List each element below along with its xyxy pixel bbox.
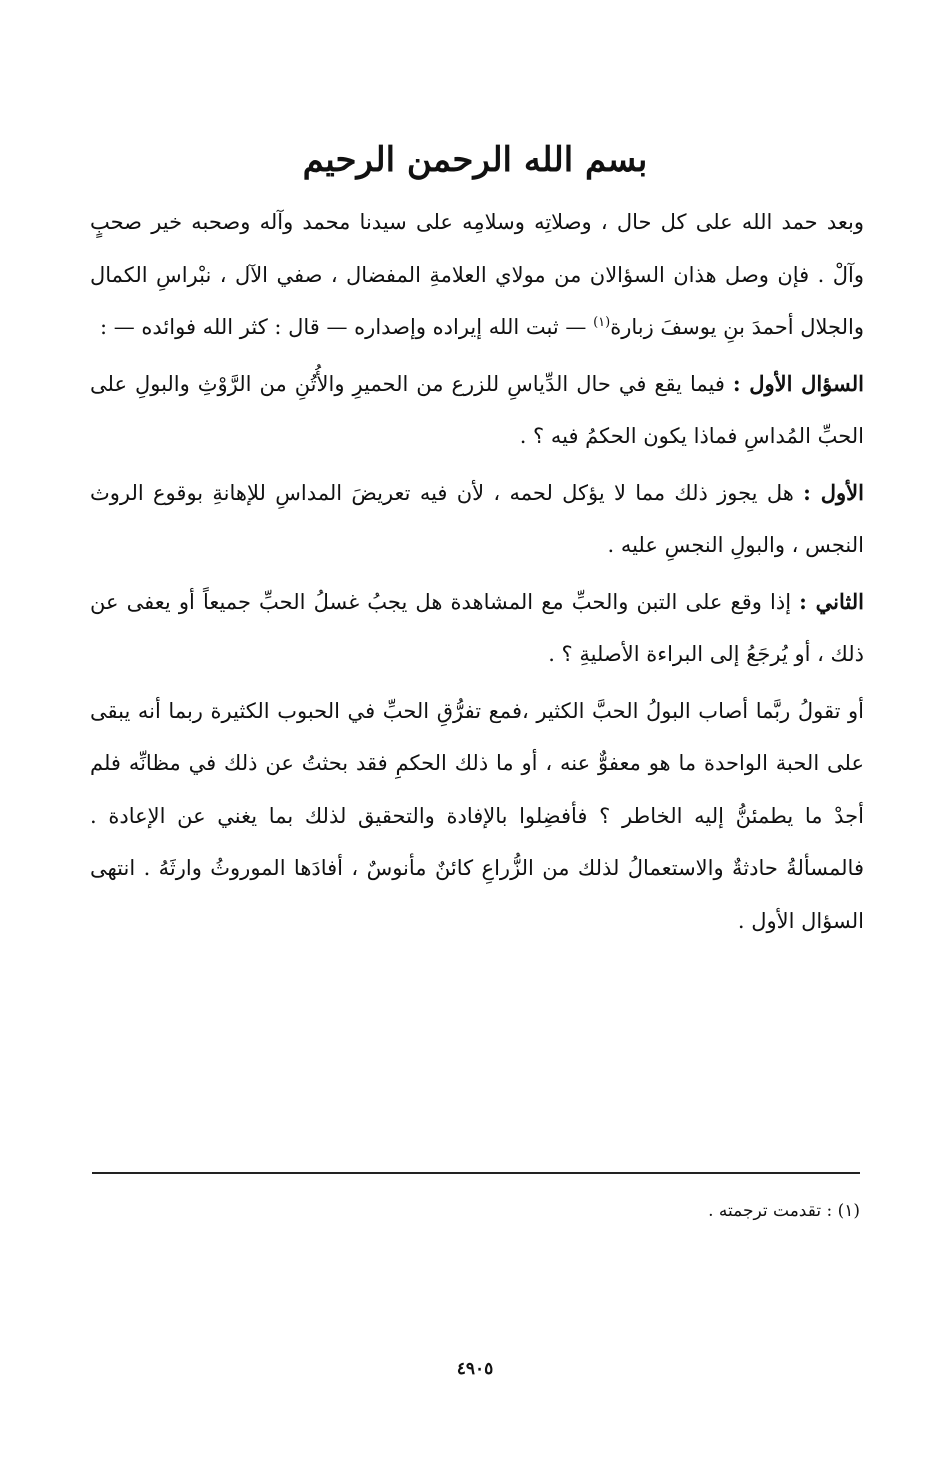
question-one-paragraph (90, 358, 864, 463)
question-one-text: فيما يقع في حال الدِّياسِ للزرع من الحميرِ والأُتُنِ من الرَّوْثِ والبولِ على الحبِّ المُداسِ فماذا يكون الحكمُ فيه ؟ . (90, 371, 864, 448)
first-point-paragraph (90, 467, 864, 572)
first-point-text: هل يجوز ذلك مما لا يؤكل لحمه ، لأن فيه تعريضَ المداسِ للإهانةِ بوقوع الروث النجس ، والبولِ النجسِ عليه . (90, 480, 864, 557)
footnote-text: (١) : تقدمت ترجمته . (708, 1201, 860, 1221)
intro-paragraph (90, 196, 864, 354)
footnote-divider (92, 1172, 860, 1174)
intro-text: وبعد حمد الله على كل حال ، وصلاتِه وسلامِه على سيدنا محمد وآله وصحبه خير صحبٍ وآلْ . فإن وصل هذان السؤالان من مولاي العلامةِ المفضال ، صفي الآل ، نبْراسِ الكمال والجلال أحمدَ بنِ يوسفَ زبارة (90, 210, 864, 339)
page-number: ٤٩٠٥ (456, 1359, 494, 1379)
first-point-heading: الأول : (803, 479, 864, 505)
footnote-reference: (١) (593, 315, 611, 330)
basmala-heading: بسم الله الرحمن الرحيم (302, 140, 648, 180)
second-point-heading: الثاني : (799, 588, 864, 614)
second-point-text: إذا وقع على التبن والحبِّ مع المشاهدة هل يجبُ غسلُ الحبِّ جميعاً أو يعفى عن ذلك ، أو يُرجَعُ إلى البراءة الأصليةِ ؟ . (90, 589, 864, 666)
second-point-paragraph (90, 576, 864, 681)
intro-text-continued: — ثبت الله إيراده وإصداره — قال : كثر الله فوائده — : (99, 315, 594, 339)
body-text (90, 196, 864, 947)
closing-paragraph: أو تقولُ ربَّما أصاب البولُ الحبَّ الكثير ،فمع تفرُّقِ الحبِّ في الحبوب الكثيرة ربما أنه يبقى على الحبة الواحدة ما هو معفوٌّ عنه ، أو ما ذلك الحكمِ فقد بحثتُ عن ذلك في مظانِّه فلم أجدْ ما يطمئنُّ إليه الخاطر ؟ فأفضِلوا بالإفادة والتحقيق لذلك بما يغني عن الإعادة . فالمسألةُ حادثةٌ والاستعمالُ لذلك من الزُّراعِ كائنٌ مأنوسٌ ، أفادَها الموروثُ وارثَهُ . انتهى السؤال الأول . (90, 698, 864, 933)
question-one-heading: السؤال الأول : (732, 370, 864, 396)
